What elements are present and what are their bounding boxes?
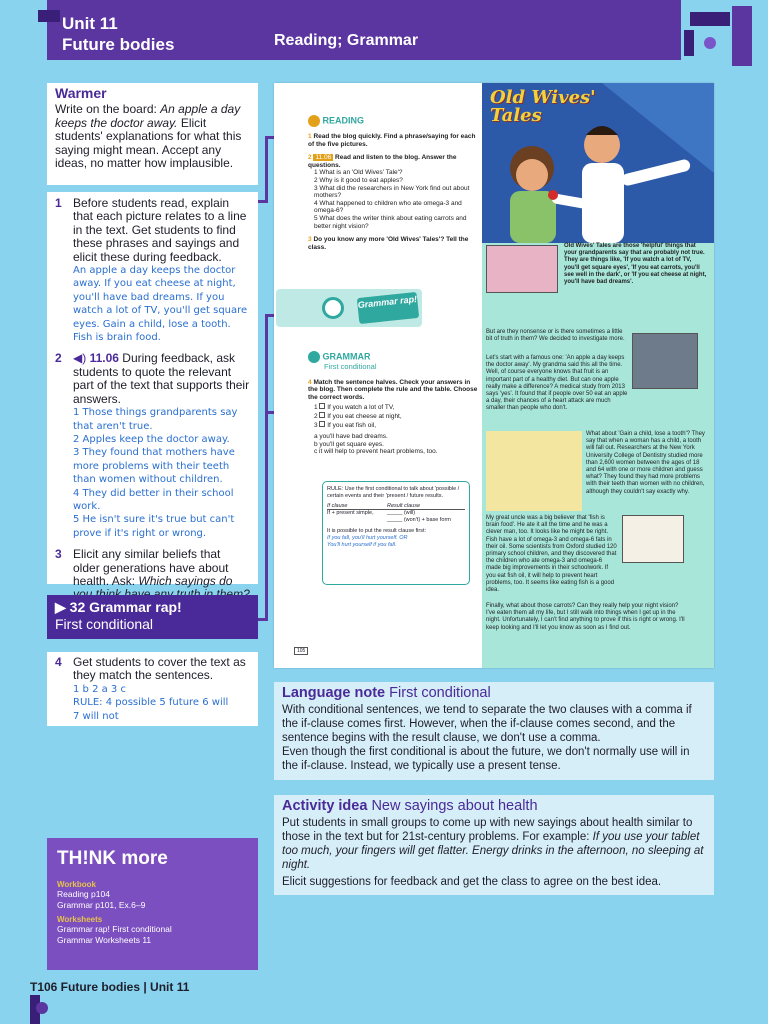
- steps-box: [47, 192, 258, 588]
- page-number: 105: [294, 647, 308, 655]
- blog-intro: Old Wives' Tales are those 'helpful' things that your grandparents say that are probably not true. They are things like, 'If you watch a lot of TV, you'll get square eyes', 'If you eat carrots, you'll see well in the dark', or 'If you eat cheese at night, you'll have bad dreams'.: [564, 243, 707, 286]
- grammar-rap-banner[interactable]: ▶ 32 Grammar rap! First conditional: [47, 595, 258, 639]
- step-2: 2 ◀) 11.06 During feedback, ask students to quote the relevant part of the text that supports their answers. 1 Those things grandparents say that aren't true. 2 Apples keep the doctor away. 3 They found that mothers have more problems with their teeth than women without children. 4 They did better in their school work. 5 He isn't sure it's true but can't prove if it's right or wrong.: [55, 351, 250, 539]
- step-4: 4 Get students to cover the text as they match the sentences. 1 b 2 a 3 c RULE: 4 possible 5 future 6 will 7 will not: [55, 655, 246, 722]
- decor-block: [684, 30, 694, 56]
- language-note-p2: Even though the first conditional is about the future, we don't normally use will in the if-clause. Instead, we typically use a present tense.: [282, 746, 690, 772]
- grammar-section: GRAMMAR First conditional 4 Match the sentence halves. Check your answers in the blog. Then complete the rule and the table. Choose the correct words. 1 If you watch a lot of TV, 2 If you eat cheese at night, 3 If you eat fish oil, a you'll have bad dreams. b you'll get square eyes. c it will help to prevent heart problems, too.: [308, 351, 478, 456]
- section-title: Reading; Grammar: [274, 32, 419, 49]
- step-1-answer: An apple a day keeps the doctor away. If you eat cheese at night, you'll have bad dreams. If you watch a lot of TV, you'll get square eyes. Gain a child, lose a tooth. Fish is brain food.: [73, 265, 248, 344]
- decor-dot: [36, 1002, 48, 1014]
- warmer-box: [47, 83, 258, 185]
- decor-block: [732, 6, 752, 66]
- blog-illustration: [482, 83, 714, 243]
- page-footer: T106 Future bodies | Unit 11: [30, 980, 190, 994]
- grammar-icon: [308, 351, 320, 363]
- reading-section: READING 1 Read the blog quickly. Find a phrase/saying for each of the five pictures. 2 11.06 Read and listen to the blog. Answer the questions. 1 What is an 'Old Wives' Tale'? 2 Why is it good to eat apples? 3 What did the researchers in New York find out about mothers? 4 What happened to children who ate omega-3 and omega-6? 5 What does the writer think about eating carrots and better night vision? 3 Do you know any more 'Old Wives' Tales'? Tell the class.: [308, 115, 476, 251]
- blog-p3: What about 'Gain a child, lose a tooth'? They say that when a woman has a child, a tooth will fall out. Researchers at the New York University College of Dentistry studied more than 2,600 women between the ages of 18 and 64 with one or more children and guess what? They found they had more problems with their teeth than women with no children, although they couldn't say exactly why.: [586, 431, 705, 495]
- blog-p5: Finally, what about those carrots? Can they really help your night vision? I've eaten them all my life, but I still walk into things when I get up in the night. Unfortunately, I can't find anything to prove if this is right or wrong. I'll keep looking and I'll let you know as soon as I find out.: [486, 603, 685, 631]
- decor-dot: [704, 37, 716, 49]
- decor-block: [690, 12, 730, 26]
- reading-icon: [308, 115, 320, 127]
- language-note-p1: With conditional sentences, we tend to separate the two clauses with a comma if the if-clause comes first. However, when the if-clause comes second, and the sentence begins with the result clause, we don't use a comma.: [282, 704, 692, 744]
- activity-idea-box: [274, 795, 714, 895]
- grammar-rap-graphic[interactable]: [276, 289, 422, 327]
- picture-sleeping: [486, 245, 558, 293]
- unit-title-block: [62, 13, 174, 55]
- warmer-text: Write on the board: An apple a day keeps the doctor away. Elicit students' explanations for what this saying might mean. Accept any ideas, no matter how implausible.: [55, 102, 242, 171]
- step-1: 1 Before students read, explain that each picture relates to a line in the text. Get students to find these phrases and sayings and elicit these during feedback. An apple a day keeps the doctor away. If you eat cheese at night, you'll have bad dreams. If you watch a lot of TV, you'll get square eyes. Gain a child, lose a tooth. Fish is brain food.: [55, 197, 250, 344]
- activity-idea-subheading: New sayings about health: [371, 798, 538, 814]
- blog-p2: Let's start with a famous one: 'An apple a day keeps the doctor away'. My grandma said this all the time. Well, of course everyone knows that fruit is an important part of a healthy diet. But can one apple really make a difference? A medical study from 2013 says 'yes'. It found that if people over 50 eat an apple a day, their chances of a heart attack are much smaller than people who don't.: [486, 355, 628, 412]
- blog-p4: My great uncle was a big believer that 'fish is brain food'. He ate it all the time and he was a clever man, too. It looks like he might be right. Fish have a lot of omega-3 and omega-6 fats in their oil. Some scientists from Oxford studied 120 primary school children, and they discovered that the children who ate omega-3 and omega-6 made big improvements in their schoolwork. If you eat fish oil, it will help to prevent heart problems, too. It seems like eating fish is a good idea.: [486, 515, 617, 594]
- rule-box: RULE: Use the first conditional to talk about 'possible / certain events and their 'present / future results. If clause Result clause If + present simple, _____ (will) _____ (won't) + base form It is possible to put the result clause first: If you fall, you'll hurt yourself. OR You'll hurt yourself if you fall.: [322, 481, 470, 585]
- step-4-box: [47, 652, 258, 726]
- think-more-box: TH!NK more Workbook Reading p104 Grammar p101, Ex.6–9 Worksheets Grammar rap! First conditional Grammar Worksheets 11: [47, 838, 258, 970]
- unit-name: Future bodies: [62, 35, 175, 54]
- activity-idea-p2: Elicit suggestions for feedback and get the class to agree on the best idea.: [282, 876, 662, 888]
- activity-idea-p1: Put students in small groups to come up with new sayings about health similar to those in the text but for 21st-century problems. For example: If you use your tablet too much, your fingers will get flatter. Energy drinks in the afternoon, no sleeping at night.: [282, 817, 704, 871]
- picture-mother-child: [486, 431, 582, 511]
- activity-idea-heading: Activity idea: [282, 798, 368, 814]
- unit-header: [47, 0, 681, 60]
- connector-line: [265, 314, 268, 621]
- student-book-page: [274, 83, 714, 668]
- decor-block: [38, 10, 60, 22]
- step-2-answers: 1 Those things grandparents say that aren't true. 2 Apples keep the doctor away. 3 They found that mothers have more problems with their teeth than women without children. 4 They did better in their school work. 5 He isn't sure it's true but can't prove if it's right or wrong.: [73, 407, 238, 539]
- audio-icon: ◀): [73, 351, 87, 366]
- language-note-box: [274, 682, 714, 780]
- language-note-heading: Language note: [282, 685, 386, 701]
- think-more-title: TH!NK more: [57, 848, 168, 869]
- unit-number: Unit 11: [62, 14, 118, 33]
- blog-title: Old Wives' Tales: [490, 87, 596, 126]
- rap-label: Grammar rap!: [357, 292, 419, 324]
- blog-p1: But are they nonsense or is there sometimes a little bit of truth in them? We decided to investigate more.: [486, 329, 625, 343]
- blog-panel: [482, 83, 714, 668]
- picture-student: [622, 515, 684, 563]
- play-icon: [322, 297, 344, 319]
- warmer-heading: Warmer: [55, 85, 107, 101]
- connector-line: [265, 136, 268, 203]
- language-note-subheading: First conditional: [389, 685, 491, 701]
- step-3: 3 Elicit any similar beliefs that older generations have about health. Ask: Which sayings do: [55, 547, 233, 588]
- picture-tv: [632, 333, 698, 389]
